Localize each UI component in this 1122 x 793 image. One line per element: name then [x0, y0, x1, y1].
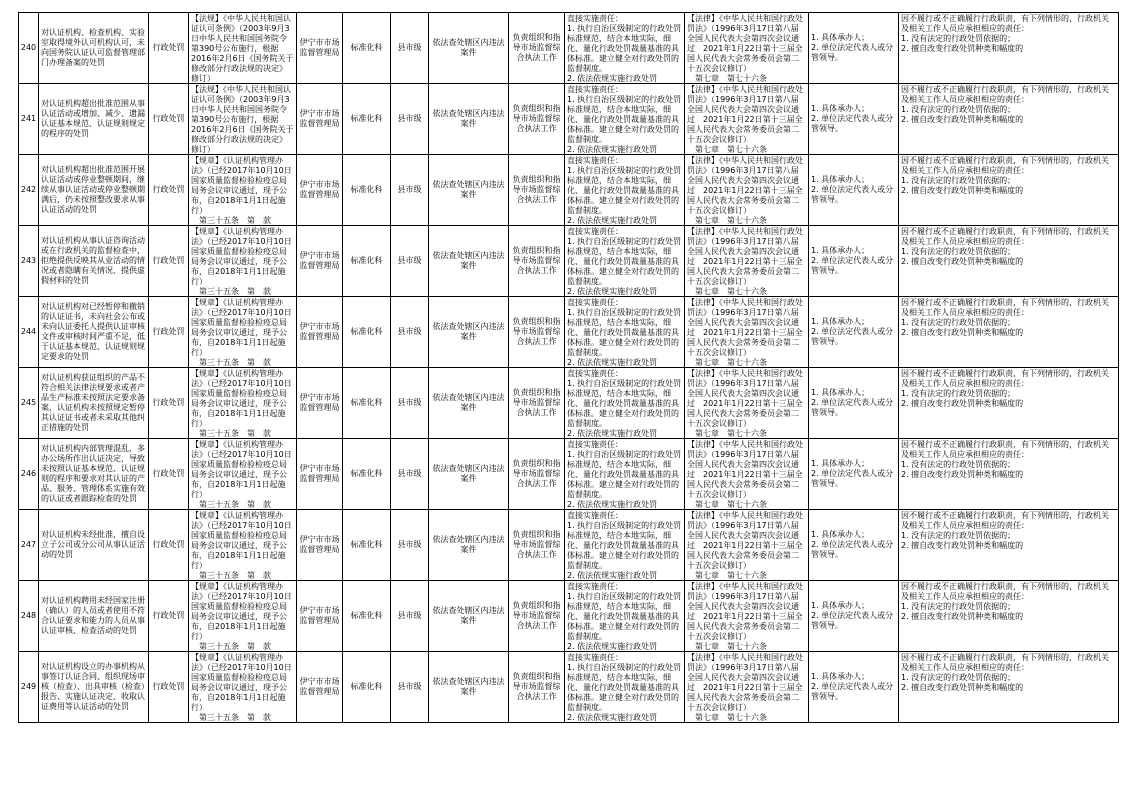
responsibility-items-cell: [565, 368, 685, 439]
power-type-cell: [149, 297, 189, 368]
item-name: 对认证机构聘用未经国家注册（确认）的人员或者使用不符合认证要求和能力的人员从事认证审核、检查活动的处罚: [41, 596, 145, 635]
legal-basis: 【规章】《认证机构管理办法》（已经2017年10月10日国家质量监督检验检疫总局局务会议审议通过，现予公布，自2018年1月1日起施行） 第三十五条 第 款: [191, 653, 292, 722]
accountability-cases-cell: [899, 368, 1119, 439]
penalty-table: [18, 12, 1119, 723]
table-body: [19, 13, 1119, 723]
responsible-subject-cell: [809, 13, 899, 84]
implementation-scope-cell: [429, 226, 509, 297]
accountability-cases: 因不履行或不正确履行行政职责，有下列情形的，行政机关及相关工作人员应承担相应的责任： 1. 没有法定的行政处罚依据的； 2. 擅自改变行政处罚种类和幅度的: [901, 653, 1109, 692]
dept-duty: 负责组织和指导市场监督综合执法工作: [512, 33, 561, 62]
item-name: 对认证机构、检查机构、实验室取得境外认可机构认可，未向国务院认证认可监督管理部门办理备案的处罚: [41, 28, 145, 67]
responsible-subject-cell: [809, 84, 899, 155]
responsibility-items-cell: [565, 581, 685, 652]
responsible-office: 标准化科: [350, 43, 383, 52]
responsible-subject-cell: [809, 510, 899, 581]
power-type: 行政处罚: [152, 114, 185, 123]
row-number-cell: [19, 439, 39, 510]
responsibility-items: 直接实施责任： 1. 执行自治区级制定的行政处罚标准规范，结合本地实际，细化、量化行政处罚裁量基准的具体标准。建立健全对行政处罚的监督制度。 2. 依法依规实施行政处罚: [567, 156, 682, 225]
accountability-basis: 【法律】《中华人民共和国行政处罚法》（1996年3月17日第八届全国人民代表大会第四次会议通过 2021年1月22日第十三届全国人民代表大会常务委员会第二十五次会议修订） 第七章 第七十六条: [687, 14, 803, 83]
accountability-basis: 【法律】《中华人民共和国行政处罚法》（1996年3月17日第八届全国人民代表大会第四次会议通过 2021年1月22日第十三届全国人民代表大会常务委员会第二十五次会议修订） 第七章 第七十六条: [687, 227, 803, 296]
accountability-cases: 因不履行或不正确履行行政职责，有下列情形的，行政机关及相关工作人员应承担相应的责任： 1. 没有法定的行政处罚依据的； 2. 擅自改变行政处罚种类和幅度的: [901, 369, 1109, 408]
table-row: [19, 439, 1119, 510]
accountability-basis-cell: [685, 84, 809, 155]
admin-level-cell: [391, 13, 429, 84]
accountability-basis-cell: [685, 297, 809, 368]
row-number: 245: [20, 398, 37, 407]
legal-basis-cell: [189, 84, 297, 155]
accountability-cases-cell: [899, 155, 1119, 226]
dept-duty: 负责组织和指导市场监督综合执法工作: [512, 530, 561, 559]
responsible-office: 标准化科: [350, 256, 383, 265]
item-name-cell: [39, 84, 149, 155]
implementing-dept-cell: [297, 155, 343, 226]
responsibility-items-cell: [565, 13, 685, 84]
admin-level-cell: [391, 155, 429, 226]
admin-level-cell: [391, 510, 429, 581]
power-type: 行政处罚: [152, 682, 185, 691]
row-number: 242: [20, 185, 37, 194]
implementation-scope: 依法查处辖区内违法案件: [432, 38, 505, 57]
row-number-cell: [19, 84, 39, 155]
item-name-cell: [39, 439, 149, 510]
row-number: 248: [20, 611, 37, 620]
row-number: 246: [20, 469, 37, 478]
implementing-dept: 伊宁市市场监督管理局: [299, 109, 340, 128]
accountability-cases-cell: [899, 439, 1119, 510]
admin-level: 县市级: [397, 256, 422, 265]
power-type-cell: [149, 439, 189, 510]
dept-duty: 负责组织和指导市场监督综合执法工作: [512, 388, 561, 417]
responsibility-items: 直接实施责任： 1. 执行自治区级制定的行政处罚标准规范，结合本地实际，细化、量化行政处罚裁量基准的具体标准。建立健全对行政处罚的监督制度。 2. 依法依规实施行政处罚: [567, 653, 682, 722]
item-name: 对认证机构超出批准范围开展认证活动或停业整顿期间，继续从事认证活动或停业整顿期满后，仍未按照整改要求从事认证活动的处罚: [41, 165, 145, 214]
legal-basis: 【规章】《认证机构管理办法》（已经2017年10月10日国家质量监督检验检疫总局局务会议审议通过，现予公布，自2018年1月1日起施行） 第三十五条 第 款: [191, 156, 292, 225]
responsible-office-cell: [343, 155, 391, 226]
row-number-cell: [19, 13, 39, 84]
implementing-dept-cell: [297, 652, 343, 723]
implementing-dept: 伊宁市市场监督管理局: [299, 180, 340, 199]
dept-duty-cell: [509, 13, 565, 84]
implementation-scope-cell: [429, 155, 509, 226]
item-name-cell: [39, 510, 149, 581]
table-row: [19, 84, 1119, 155]
item-name: 对认证机构超出批准范围从事认证活动或增加、减少、遗漏认证基本规范、认证规则规定的程序的处罚: [41, 99, 145, 138]
legal-basis-cell: [189, 652, 297, 723]
responsible-office: 标准化科: [350, 682, 383, 691]
dept-duty: 负责组织和指导市场监督综合执法工作: [512, 104, 561, 133]
accountability-basis-cell: [685, 368, 809, 439]
accountability-basis-cell: [685, 13, 809, 84]
accountability-cases: 因不履行或不正确履行行政职责，有下列情形的，行政机关及相关工作人员应承担相应的责任： 1. 没有法定的行政处罚依据的； 2. 擅自改变行政处罚种类和幅度的: [901, 227, 1109, 266]
implementing-dept: 伊宁市市场监督管理局: [299, 677, 340, 696]
table-row: [19, 297, 1119, 368]
implementation-scope: 依法查处辖区内违法案件: [432, 464, 505, 483]
responsible-subject: 1. 具体承办人； 2. 单位法定代表人或分管领导。: [811, 33, 894, 62]
legal-basis-cell: [189, 13, 297, 84]
implementing-dept: 伊宁市市场监督管理局: [299, 251, 340, 270]
responsible-office-cell: [343, 84, 391, 155]
responsible-office-cell: [343, 297, 391, 368]
admin-level-cell: [391, 84, 429, 155]
legal-basis-cell: [189, 439, 297, 510]
power-type-cell: [149, 155, 189, 226]
accountability-basis: 【法律】《中华人民共和国行政处罚法》（1996年3月17日第八届全国人民代表大会第四次会议通过 2021年1月22日第十三届全国人民代表大会常务委员会第二十五次会议修订） 第七章 第七十六条: [687, 369, 803, 438]
implementation-scope: 依法查处辖区内违法案件: [432, 109, 505, 128]
responsible-subject-cell: [809, 439, 899, 510]
responsible-office: 标准化科: [350, 185, 383, 194]
responsible-subject-cell: [809, 226, 899, 297]
admin-level: 县市级: [397, 327, 422, 336]
responsible-office-cell: [343, 439, 391, 510]
accountability-cases: 因不履行或不正确履行行政职责，有下列情形的，行政机关及相关工作人员应承担相应的责任： 1. 没有法定的行政处罚依据的； 2. 擅自改变行政处罚种类和幅度的: [901, 85, 1109, 124]
implementing-dept-cell: [297, 226, 343, 297]
responsibility-items: 直接实施责任： 1. 执行自治区级制定的行政处罚标准规范，结合本地实际，细化、量化行政处罚裁量基准的具体标准。建立健全对行政处罚的监督制度。 2. 依法依规实施行政处罚: [567, 440, 682, 509]
responsibility-items: 直接实施责任： 1. 执行自治区级制定的行政处罚标准规范，结合本地实际，细化、量化行政处罚裁量基准的具体标准。建立健全对行政处罚的监督制度。 2. 依法依规实施行政处罚: [567, 582, 682, 651]
power-type-cell: [149, 226, 189, 297]
implementation-scope-cell: [429, 368, 509, 439]
responsible-subject: 1. 具体承办人； 2. 单位法定代表人或分管领导。: [811, 317, 894, 346]
responsibility-items: 直接实施责任： 1. 执行自治区级制定的行政处罚标准规范，结合本地实际，细化、量化行政处罚裁量基准的具体标准。建立健全对行政处罚的监督制度。 2. 依法依规实施行政处罚: [567, 14, 682, 83]
admin-level: 县市级: [397, 540, 422, 549]
admin-level: 县市级: [397, 398, 422, 407]
table-row: [19, 510, 1119, 581]
accountability-basis-cell: [685, 581, 809, 652]
accountability-cases-cell: [899, 297, 1119, 368]
implementation-scope-cell: [429, 581, 509, 652]
accountability-cases: 因不履行或不正确履行行政职责，有下列情形的，行政机关及相关工作人员应承担相应的责任： 1. 没有法定的行政处罚依据的； 2. 擅自改变行政处罚种类和幅度的: [901, 14, 1109, 53]
accountability-cases: 因不履行或不正确履行行政职责，有下列情形的，行政机关及相关工作人员应承担相应的责任： 1. 没有法定的行政处罚依据的； 2. 擅自改变行政处罚种类和幅度的: [901, 298, 1109, 337]
responsible-office-cell: [343, 652, 391, 723]
responsibility-items: 直接实施责任： 1. 执行自治区级制定的行政处罚标准规范，结合本地实际，细化、量化行政处罚裁量基准的具体标准。建立健全对行政处罚的监督制度。 2. 依法依规实施行政处罚: [567, 85, 682, 154]
implementing-dept-cell: [297, 510, 343, 581]
row-number-cell: [19, 368, 39, 439]
dept-duty: 负责组织和指导市场监督综合执法工作: [512, 459, 561, 488]
responsible-subject-cell: [809, 155, 899, 226]
legal-basis: 【规章】《认证机构管理办法》（已经2017年10月10日国家质量监督检验检疫总局局务会议审议通过，现予公布，自2018年1月1日起施行） 第三十五条 第 款: [191, 511, 292, 580]
item-name-cell: [39, 652, 149, 723]
responsibility-items: 直接实施责任： 1. 执行自治区级制定的行政处罚标准规范，结合本地实际，细化、量化行政处罚裁量基准的具体标准。建立健全对行政处罚的监督制度。 2. 依法依规实施行政处罚: [567, 298, 682, 367]
implementation-scope-cell: [429, 297, 509, 368]
responsibility-items-cell: [565, 510, 685, 581]
accountability-cases: 因不履行或不正确履行行政职责，有下列情形的，行政机关及相关工作人员应承担相应的责任： 1. 没有法定的行政处罚依据的； 2. 擅自改变行政处罚种类和幅度的: [901, 156, 1109, 195]
responsibility-items-cell: [565, 652, 685, 723]
accountability-basis: 【法律】《中华人民共和国行政处罚法》（1996年3月17日第八届全国人民代表大会第四次会议通过 2021年1月22日第十三届全国人民代表大会常务委员会第二十五次会议修订） 第七章 第七十六条: [687, 440, 803, 509]
implementation-scope: 依法查处辖区内违法案件: [432, 180, 505, 199]
responsibility-items: 直接实施责任： 1. 执行自治区级制定的行政处罚标准规范，结合本地实际，细化、量化行政处罚裁量基准的具体标准。建立健全对行政处罚的监督制度。 2. 依法依规实施行政处罚: [567, 369, 682, 438]
accountability-cases: 因不履行或不正确履行行政职责，有下列情形的，行政机关及相关工作人员应承担相应的责任： 1. 没有法定的行政处罚依据的； 2. 擅自改变行政处罚种类和幅度的: [901, 440, 1109, 479]
responsible-office-cell: [343, 368, 391, 439]
implementation-scope: 依法查处辖区内违法案件: [432, 322, 505, 341]
accountability-cases: 因不履行或不正确履行行政职责，有下列情形的，行政机关及相关工作人员应承担相应的责任： 1. 没有法定的行政处罚依据的； 2. 擅自改变行政处罚种类和幅度的: [901, 511, 1109, 550]
accountability-basis: 【法律】《中华人民共和国行政处罚法》（1996年3月17日第八届全国人民代表大会第四次会议通过 2021年1月22日第十三届全国人民代表大会常务委员会第二十五次会议修订） 第七章 第七十六条: [687, 85, 803, 154]
responsible-subject: 1. 具体承办人； 2. 单位法定代表人或分管领导。: [811, 104, 894, 133]
responsible-subject-cell: [809, 368, 899, 439]
dept-duty-cell: [509, 226, 565, 297]
dept-duty: 负责组织和指导市场监督综合执法工作: [512, 601, 561, 630]
responsible-office: 标准化科: [350, 611, 383, 620]
item-name: 对认证机构未经批准，擅自设立子公司或分公司从事认证活动的处罚: [41, 530, 145, 559]
power-type-cell: [149, 368, 189, 439]
legal-basis-cell: [189, 581, 297, 652]
admin-level-cell: [391, 652, 429, 723]
responsible-office-cell: [343, 510, 391, 581]
accountability-basis: 【法律】《中华人民共和国行政处罚法》（1996年3月17日第八届全国人民代表大会第四次会议通过 2021年1月22日第十三届全国人民代表大会常务委员会第二十五次会议修订） 第七章 第七十六条: [687, 298, 803, 367]
responsibility-items-cell: [565, 84, 685, 155]
legal-basis-cell: [189, 368, 297, 439]
accountability-basis: 【法律】《中华人民共和国行政处罚法》（1996年3月17日第八届全国人民代表大会第四次会议通过 2021年1月22日第十三届全国人民代表大会常务委员会第二十五次会议修订） 第七章 第七十六条: [687, 582, 803, 651]
dept-duty-cell: [509, 84, 565, 155]
accountability-basis-cell: [685, 510, 809, 581]
admin-level-cell: [391, 581, 429, 652]
admin-level: 县市级: [397, 43, 422, 52]
legal-basis-cell: [189, 155, 297, 226]
implementation-scope: 依法查处辖区内违法案件: [432, 677, 505, 696]
dept-duty: 负责组织和指导市场监督综合执法工作: [512, 246, 561, 275]
dept-duty-cell: [509, 652, 565, 723]
item-name: 对认证机构从事认证咨询活动或在行政机关的监督检查中，拒绝提供反映其从业活动的情况或者隐瞒有关情况、提供虚假材料的处罚: [41, 236, 145, 285]
admin-level: 县市级: [397, 469, 422, 478]
legal-basis-cell: [189, 297, 297, 368]
implementation-scope-cell: [429, 439, 509, 510]
admin-level-cell: [391, 368, 429, 439]
row-number: 249: [20, 682, 37, 691]
legal-basis: 【规章】《认证机构管理办法》（已经2017年10月10日国家质量监督检验检疫总局局务会议审议通过，现予公布，自2018年1月1日起施行） 第三十五条 第 款: [191, 582, 292, 651]
power-type: 行政处罚: [152, 469, 185, 478]
accountability-cases-cell: [899, 581, 1119, 652]
legal-basis: 【规章】《认证机构管理办法》（已经2017年10月10日国家质量监督检验检疫总局局务会议审议通过，现予公布，自2018年1月1日起施行） 第三十五条 第 款: [191, 227, 292, 296]
table-row: [19, 581, 1119, 652]
implementation-scope-cell: [429, 84, 509, 155]
table-row: [19, 13, 1119, 84]
implementing-dept: 伊宁市市场监督管理局: [299, 393, 340, 412]
implementation-scope: 依法查处辖区内违法案件: [432, 251, 505, 270]
power-type: 行政处罚: [152, 540, 185, 549]
responsibility-items-cell: [565, 297, 685, 368]
implementing-dept-cell: [297, 368, 343, 439]
accountability-basis: 【法律】《中华人民共和国行政处罚法》（1996年3月17日第八届全国人民代表大会第四次会议通过 2021年1月22日第十三届全国人民代表大会常务委员会第二十五次会议修订） 第七章 第七十六条: [687, 511, 803, 580]
accountability-cases-cell: [899, 13, 1119, 84]
item-name-cell: [39, 581, 149, 652]
row-number-cell: [19, 226, 39, 297]
implementing-dept-cell: [297, 84, 343, 155]
implementation-scope: 依法查处辖区内违法案件: [432, 535, 505, 554]
row-number-cell: [19, 297, 39, 368]
accountability-basis-cell: [685, 652, 809, 723]
responsible-subject-cell: [809, 652, 899, 723]
table-row: [19, 155, 1119, 226]
responsible-office-cell: [343, 226, 391, 297]
admin-level-cell: [391, 226, 429, 297]
responsibility-items-cell: [565, 226, 685, 297]
power-type-cell: [149, 652, 189, 723]
admin-level: 县市级: [397, 114, 422, 123]
table-row: [19, 652, 1119, 723]
legal-basis: 【规章】《认证机构管理办法》（已经2017年10月10日国家质量监督检验检疫总局局务会议审议通过，现予公布，自2018年1月1日起施行） 第三十五条 第 款: [191, 440, 292, 509]
implementing-dept-cell: [297, 297, 343, 368]
item-name-cell: [39, 13, 149, 84]
responsible-office: 标准化科: [350, 398, 383, 407]
responsible-subject-cell: [809, 581, 899, 652]
power-type: 行政处罚: [152, 611, 185, 620]
responsible-office: 标准化科: [350, 327, 383, 336]
admin-level-cell: [391, 439, 429, 510]
responsible-office-cell: [343, 13, 391, 84]
accountability-cases-cell: [899, 652, 1119, 723]
power-type: 行政处罚: [152, 185, 185, 194]
implementing-dept-cell: [297, 439, 343, 510]
dept-duty: 负责组织和指导市场监督综合执法工作: [512, 317, 561, 346]
item-name: 对认证机构设立的办事机构从事签订认证合同、组织现场审核（检查）、出具审核（检查）报告、实施认证决定、收取认证费用等认证活动的处罚: [41, 662, 145, 711]
power-type: 行政处罚: [152, 398, 185, 407]
responsibility-items-cell: [565, 439, 685, 510]
dept-duty: 负责组织和指导市场监督综合执法工作: [512, 672, 561, 701]
row-number: 243: [20, 256, 37, 265]
admin-level: 县市级: [397, 682, 422, 691]
admin-level: 县市级: [397, 611, 422, 620]
power-type-cell: [149, 84, 189, 155]
row-number: 244: [20, 327, 37, 336]
accountability-basis-cell: [685, 439, 809, 510]
legal-basis: 【规章】《认证机构管理办法》（已经2017年10月10日国家质量监督检验检疫总局局务会议审议通过，现予公布，自2018年1月1日起施行） 第三十五条 第 款: [191, 298, 292, 367]
accountability-cases-cell: [899, 510, 1119, 581]
power-type-cell: [149, 13, 189, 84]
item-name: 对认证机构获证组织的产品不符合相关法律法规要求或者产品生产标准未按照法定要求备案，认证机构未按照规定暂停其认证证书或者未采取其他纠正措施的处罚: [41, 373, 145, 432]
responsibility-items: 直接实施责任： 1. 执行自治区级制定的行政处罚标准规范，结合本地实际，细化、量化行政处罚裁量基准的具体标准。建立健全对行政处罚的监督制度。 2. 依法依规实施行政处罚: [567, 227, 682, 296]
implementation-scope-cell: [429, 13, 509, 84]
dept-duty-cell: [509, 297, 565, 368]
table-row: [19, 368, 1119, 439]
implementing-dept: 伊宁市市场监督管理局: [299, 606, 340, 625]
implementation-scope: 依法查处辖区内违法案件: [432, 393, 505, 412]
legal-basis-cell: [189, 510, 297, 581]
power-type: 行政处罚: [152, 327, 185, 336]
accountability-basis: 【法律】《中华人民共和国行政处罚法》（1996年3月17日第八届全国人民代表大会第四次会议通过 2021年1月22日第十三届全国人民代表大会常务委员会第二十五次会议修订） 第七章 第七十六条: [687, 653, 803, 722]
item-name-cell: [39, 226, 149, 297]
admin-level-cell: [391, 297, 429, 368]
responsible-subject: 1. 具体承办人； 2. 单位法定代表人或分管领导。: [811, 246, 894, 275]
accountability-cases: 因不履行或不正确履行行政职责，有下列情形的，行政机关及相关工作人员应承担相应的责任： 1. 没有法定的行政处罚依据的； 2. 擅自改变行政处罚种类和幅度的: [901, 582, 1109, 621]
row-number: 240: [20, 43, 37, 52]
responsible-office: 标准化科: [350, 114, 383, 123]
power-type-cell: [149, 581, 189, 652]
item-name-cell: [39, 155, 149, 226]
implementing-dept: 伊宁市市场监督管理局: [299, 322, 340, 341]
accountability-basis: 【法律】《中华人民共和国行政处罚法》（1996年3月17日第八届全国人民代表大会第四次会议通过 2021年1月22日第十三届全国人民代表大会常务委员会第二十五次会议修订） 第七章 第七十六条: [687, 156, 803, 225]
responsible-subject: 1. 具体承办人； 2. 单位法定代表人或分管领导。: [811, 530, 894, 559]
row-number-cell: [19, 581, 39, 652]
accountability-basis-cell: [685, 226, 809, 297]
implementing-dept-cell: [297, 581, 343, 652]
dept-duty-cell: [509, 155, 565, 226]
accountability-basis-cell: [685, 155, 809, 226]
implementation-scope-cell: [429, 652, 509, 723]
responsibility-items-cell: [565, 155, 685, 226]
dept-duty-cell: [509, 510, 565, 581]
implementation-scope-cell: [429, 510, 509, 581]
admin-level: 县市级: [397, 185, 422, 194]
table-row: [19, 226, 1119, 297]
item-name: 对认证机构内部管理混乱，多办公场所作出认证决定，导致未按照认证基本规范、认证规则的程序和要求对其认证的产品、服务、管理体系实施有效的认证或者跟踪检查的处罚: [41, 444, 145, 503]
accountability-cases-cell: [899, 226, 1119, 297]
document-page: [18, 12, 1118, 724]
legal-basis: 【规章】《认证机构管理办法》（已经2017年10月10日国家质量监督检验检疫总局局务会议审议通过，现予公布，自2018年1月1日起施行） 第三十五条 第 款: [191, 369, 292, 438]
dept-duty: 负责组织和指导市场监督综合执法工作: [512, 175, 561, 204]
responsible-office-cell: [343, 581, 391, 652]
responsible-subject-cell: [809, 297, 899, 368]
dept-duty-cell: [509, 439, 565, 510]
implementation-scope: 依法查处辖区内违法案件: [432, 606, 505, 625]
row-number-cell: [19, 155, 39, 226]
implementing-dept: 伊宁市市场监督管理局: [299, 38, 340, 57]
dept-duty-cell: [509, 581, 565, 652]
responsible-subject: 1. 具体承办人； 2. 单位法定代表人或分管领导。: [811, 459, 894, 488]
implementing-dept: 伊宁市市场监督管理局: [299, 535, 340, 554]
accountability-cases-cell: [899, 84, 1119, 155]
row-number-cell: [19, 652, 39, 723]
row-number-cell: [19, 510, 39, 581]
implementing-dept-cell: [297, 13, 343, 84]
responsible-subject: 1. 具体承办人； 2. 单位法定代表人或分管领导。: [811, 601, 894, 630]
responsibility-items: 直接实施责任： 1. 执行自治区级制定的行政处罚标准规范，结合本地实际，细化、量化行政处罚裁量基准的具体标准。建立健全对行政处罚的监督制度。 2. 依法依规实施行政处罚: [567, 511, 682, 580]
power-type: 行政处罚: [152, 256, 185, 265]
power-type: 行政处罚: [152, 43, 185, 52]
legal-basis-cell: [189, 226, 297, 297]
item-name: 对认证机构对已经暂停和撤销的认证证书，未向社会公布或未向认证委托人提供认证审核文件或审核时间严重不足，低于认证基本规范、认证规则规定要求的处罚: [41, 302, 145, 361]
legal-basis: 【法规】《中华人民共和国认证认可条例》（2003年9月3日中华人民共和国国务院令第390号公布施行，根据2016年2月6日《国务院关于修改部分行政法规的决定》修订）: [191, 14, 294, 83]
item-name-cell: [39, 297, 149, 368]
dept-duty-cell: [509, 368, 565, 439]
responsible-subject: 1. 具体承办人； 2. 单位法定代表人或分管领导。: [811, 175, 894, 204]
responsible-subject: 1. 具体承办人； 2. 单位法定代表人或分管领导。: [811, 388, 894, 417]
responsible-office: 标准化科: [350, 469, 383, 478]
item-name-cell: [39, 368, 149, 439]
row-number: 247: [20, 540, 37, 549]
power-type-cell: [149, 510, 189, 581]
legal-basis: 【法规】《中华人民共和国认证认可条例》（2003年9月3日中华人民共和国国务院令第390号公布施行，根据2016年2月6日《国务院关于修改部分行政法规的决定》修订）: [191, 85, 294, 154]
responsible-office: 标准化科: [350, 540, 383, 549]
responsible-subject: 1. 具体承办人； 2. 单位法定代表人或分管领导。: [811, 672, 894, 701]
implementing-dept: 伊宁市市场监督管理局: [299, 464, 340, 483]
row-number: 241: [20, 114, 37, 123]
